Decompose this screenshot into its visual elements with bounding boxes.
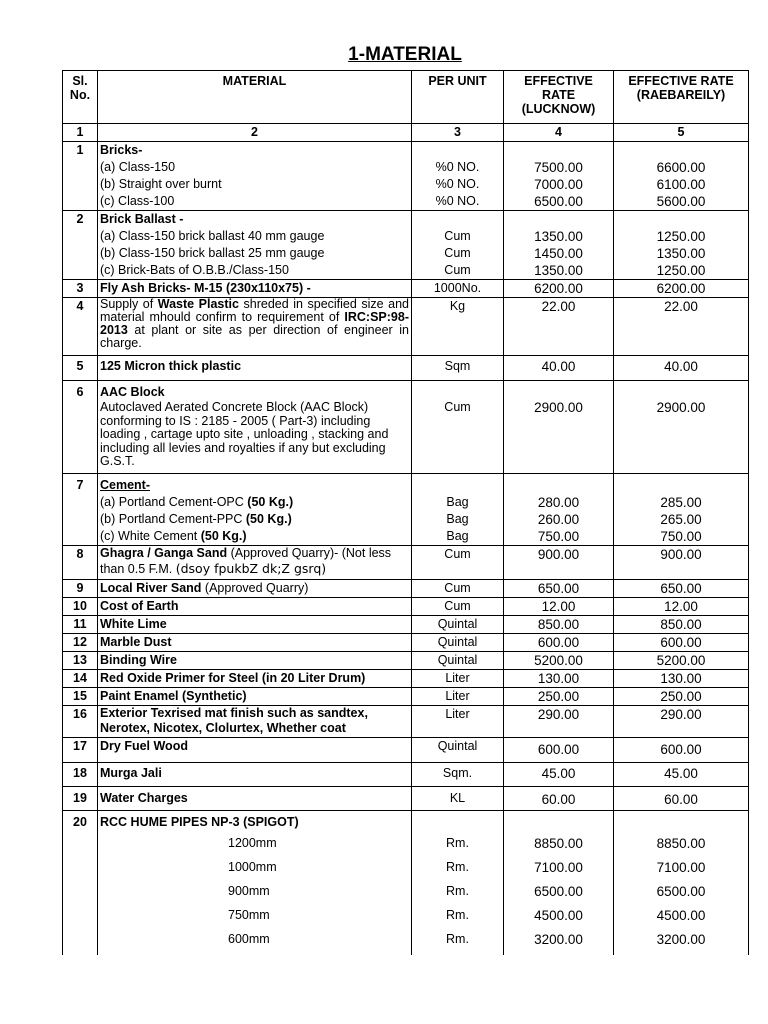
item-description: Autoclaved Aerated Concrete Block (AAC Block) conforming to IS : 2185 - 2005 ( Part-3) including loading , cartage upto site , unloading , stacking and including all levies and royalties if any but excluding G.S.T. xyxy=(100,400,389,468)
header-material: MATERIAL xyxy=(98,71,412,124)
sl-cell: 8 xyxy=(63,546,98,580)
rate-raebareily: 1250.00 xyxy=(614,228,749,245)
unit-cell: Quintal xyxy=(412,634,504,652)
page-title: 1-MATERIAL xyxy=(348,44,462,65)
rate-lucknow: 250.00 xyxy=(504,688,614,706)
rate-raebareily: 12.00 xyxy=(614,598,749,616)
item-name: Exterior Texrised mat finish such as sandtex, Nerotex, Nicotex, Clolurtex, Whether coat xyxy=(98,706,412,738)
unit-cell: Quintal xyxy=(412,652,504,670)
sl-cell: 7 xyxy=(63,474,98,495)
table-subrow xyxy=(63,528,749,546)
item-text: (Approved Quarry) xyxy=(201,581,309,595)
table-row xyxy=(63,616,749,634)
rate-lucknow: 8850.00 xyxy=(504,835,614,859)
item-name xyxy=(98,511,412,528)
rate-raebareily: 8850.00 xyxy=(614,835,749,859)
rate-lucknow: 7000.00 xyxy=(504,176,614,193)
table-row xyxy=(63,634,749,652)
table-subrow xyxy=(63,931,749,955)
colnum: 3 xyxy=(412,124,504,142)
rate-lucknow: 6500.00 xyxy=(504,193,614,211)
table-row xyxy=(63,763,749,787)
table-subrow xyxy=(63,159,749,176)
table-row xyxy=(63,474,749,495)
rate-raebareily: 6500.00 xyxy=(614,883,749,907)
sl-cell: 5 xyxy=(63,356,98,381)
unit-cell: Bag xyxy=(412,494,504,511)
table-row xyxy=(63,670,749,688)
unit-cell: Rm. xyxy=(412,931,504,955)
item-heading: AAC Block xyxy=(100,385,165,399)
rate-raebareily: 45.00 xyxy=(614,763,749,787)
rate-raebareily: 4500.00 xyxy=(614,907,749,931)
item-name: (c) Brick-Bats of O.B.B./Class-150 xyxy=(98,262,412,280)
rate-lucknow: 750.00 xyxy=(504,528,614,546)
table-row xyxy=(63,381,749,474)
colnum: 4 xyxy=(504,124,614,142)
item-bold: Local River Sand xyxy=(100,581,202,595)
item-weight: (50 Kg.) xyxy=(245,512,292,526)
rate-lucknow: 600.00 xyxy=(504,738,614,763)
item-heading: Cement- xyxy=(98,474,412,495)
unit-cell: %0 NO. xyxy=(412,176,504,193)
rate-raebareily: 6200.00 xyxy=(614,280,749,298)
unit-cell: Cum xyxy=(412,381,504,474)
rate-lucknow: 600.00 xyxy=(504,634,614,652)
pipe-size: 600mm xyxy=(98,931,412,955)
sl-cell: 11 xyxy=(63,616,98,634)
rate-lucknow: 3200.00 xyxy=(504,931,614,955)
sl-cell: 3 xyxy=(63,280,98,298)
rate-lucknow: 290.00 xyxy=(504,706,614,738)
desc-text: at plant or site as per direction of engineer in charge. xyxy=(100,323,409,350)
unit-cell: Rm. xyxy=(412,883,504,907)
unit-cell: 1000No. xyxy=(412,280,504,298)
header-sl: Sl. No. xyxy=(63,71,98,124)
item-text: (c) White Cement xyxy=(100,529,201,543)
sl-cell: 19 xyxy=(63,787,98,811)
table-row xyxy=(63,688,749,706)
sl-cell: 9 xyxy=(63,580,98,598)
item-heading: Brick Ballast - xyxy=(98,211,412,229)
item-name: (c) Class-100 xyxy=(98,193,412,211)
table-subrow xyxy=(63,262,749,280)
table-row xyxy=(63,738,749,763)
table-row xyxy=(63,546,749,580)
sl-cell: 13 xyxy=(63,652,98,670)
desc-bold: IRC:SP:98-2013 xyxy=(100,310,409,337)
rate-raebareily: 285.00 xyxy=(614,494,749,511)
rate-lucknow: 7500.00 xyxy=(504,159,614,176)
unit-cell: %0 NO. xyxy=(412,159,504,176)
rate-lucknow: 6500.00 xyxy=(504,883,614,907)
table-subrow xyxy=(63,511,749,528)
item-name: 125 Micron thick plastic xyxy=(98,356,412,381)
item-weight: (50 Kg.) xyxy=(247,495,294,509)
unit-cell: Sqm xyxy=(412,356,504,381)
rate-raebareily: 5600.00 xyxy=(614,193,749,211)
rate-lucknow: 1350.00 xyxy=(504,262,614,280)
unit-cell: Cum xyxy=(412,262,504,280)
item-name: Murga Jali xyxy=(98,763,412,787)
unit-cell: Liter xyxy=(412,670,504,688)
item-name: Dry Fuel Wood xyxy=(98,738,412,763)
table-row xyxy=(63,298,749,356)
rate-raebareily: 1250.00 xyxy=(614,262,749,280)
rate-raebareily: 290.00 xyxy=(614,706,749,738)
sl-cell: 6 xyxy=(63,381,98,474)
unit-cell: Cum xyxy=(412,228,504,245)
rate-raebareily: 60.00 xyxy=(614,787,749,811)
sl-cell: 2 xyxy=(63,211,98,229)
desc-text: shreded in specified size and material mhould confirm to requirement of xyxy=(100,297,409,324)
item-name: Paint Enamel (Synthetic) xyxy=(98,688,412,706)
item-description xyxy=(98,298,412,356)
rate-raebareily: 600.00 xyxy=(614,738,749,763)
sl-cell: 20 xyxy=(63,811,98,835)
rate-raebareily: 1350.00 xyxy=(614,245,749,262)
sl-cell: 10 xyxy=(63,598,98,616)
rate-raebareily: 265.00 xyxy=(614,511,749,528)
table-header-row xyxy=(63,71,749,124)
rate-raebareily: 650.00 xyxy=(614,580,749,598)
rate-lucknow: 900.00 xyxy=(504,546,614,580)
table-row xyxy=(63,211,749,229)
item-name: (a) Class-150 xyxy=(98,159,412,176)
item-text: (a) Portland Cement-OPC xyxy=(100,495,248,509)
item-weight: (50 Kg.) xyxy=(200,529,247,543)
rate-raebareily: 600.00 xyxy=(614,634,749,652)
table-row xyxy=(63,787,749,811)
pipe-size: 900mm xyxy=(98,883,412,907)
table-subrow xyxy=(63,228,749,245)
sl-cell: 14 xyxy=(63,670,98,688)
rate-raebareily: 130.00 xyxy=(614,670,749,688)
table-row xyxy=(63,580,749,598)
unit-cell: Sqm. xyxy=(412,763,504,787)
item-heading: RCC HUME PIPES NP-3 (SPIGOT) xyxy=(98,811,412,835)
sl-cell: 18 xyxy=(63,763,98,787)
table-row xyxy=(63,706,749,738)
rate-raebareily: 900.00 xyxy=(614,546,749,580)
rate-raebareily: 750.00 xyxy=(614,528,749,546)
item-name: Water Charges xyxy=(98,787,412,811)
table-row xyxy=(63,598,749,616)
item-name xyxy=(98,528,412,546)
unit-cell: Kg xyxy=(412,298,504,356)
colnum: 1 xyxy=(63,124,98,142)
table-subrow xyxy=(63,859,749,883)
table-row xyxy=(63,811,749,835)
item-name: (b) Class-150 brick ballast 25 mm gauge xyxy=(98,245,412,262)
unit-cell: Rm. xyxy=(412,835,504,859)
rate-lucknow: 1350.00 xyxy=(504,228,614,245)
table-subrow xyxy=(63,494,749,511)
column-number-row xyxy=(63,124,749,142)
rate-raebareily: 250.00 xyxy=(614,688,749,706)
item-name: White Lime xyxy=(98,616,412,634)
table-row xyxy=(63,142,749,160)
item-name: Binding Wire xyxy=(98,652,412,670)
rate-lucknow: 850.00 xyxy=(504,616,614,634)
item-name: Marble Dust xyxy=(98,634,412,652)
rate-raebareily: 2900.00 xyxy=(614,381,749,474)
rate-raebareily: 6600.00 xyxy=(614,159,749,176)
colnum: 5 xyxy=(614,124,749,142)
item-heading: Bricks- xyxy=(98,142,412,160)
unit-cell: Liter xyxy=(412,688,504,706)
rate-lucknow: 7100.00 xyxy=(504,859,614,883)
header-rate-raebareily: EFFECTIVE RATE (RAEBAREILY) xyxy=(614,71,749,124)
header-rate-lucknow: EFFECTIVE RATE (LUCKNOW) xyxy=(504,71,614,124)
rate-lucknow: 6200.00 xyxy=(504,280,614,298)
unit-cell: Quintal xyxy=(412,616,504,634)
item-bold: Ghagra / Ganga Sand xyxy=(100,546,228,560)
rate-raebareily: 850.00 xyxy=(614,616,749,634)
rate-raebareily: 3200.00 xyxy=(614,931,749,955)
item-cell xyxy=(98,381,412,474)
rate-lucknow: 2900.00 xyxy=(504,381,614,474)
item-name: (b) Straight over burnt xyxy=(98,176,412,193)
sl-cell: 12 xyxy=(63,634,98,652)
item-name xyxy=(98,546,412,580)
colnum: 2 xyxy=(98,124,412,142)
item-hindi-text: (dsoy fpukbZ dk;Z gsrq) xyxy=(175,561,327,576)
table-subrow xyxy=(63,835,749,859)
rate-lucknow: 130.00 xyxy=(504,670,614,688)
pipe-size: 1000mm xyxy=(98,859,412,883)
sl-cell: 1 xyxy=(63,142,98,160)
unit-cell: KL xyxy=(412,787,504,811)
sl-cell: 17 xyxy=(63,738,98,763)
item-text: (b) Portland Cement-PPC xyxy=(100,512,246,526)
rate-raebareily: 22.00 xyxy=(614,298,749,356)
rate-lucknow: 650.00 xyxy=(504,580,614,598)
item-name: Cost of Earth xyxy=(98,598,412,616)
rate-lucknow: 260.00 xyxy=(504,511,614,528)
desc-text: Supply of xyxy=(100,297,158,311)
unit-cell: Cum xyxy=(412,245,504,262)
table-row xyxy=(63,280,749,298)
rate-lucknow: 280.00 xyxy=(504,494,614,511)
rate-lucknow: 1450.00 xyxy=(504,245,614,262)
rate-lucknow: 22.00 xyxy=(504,298,614,356)
desc-bold: Waste Plastic xyxy=(157,297,239,311)
rate-raebareily: 7100.00 xyxy=(614,859,749,883)
unit-cell: Cum xyxy=(412,598,504,616)
item-name xyxy=(98,580,412,598)
sl-cell: 15 xyxy=(63,688,98,706)
table-subrow xyxy=(63,883,749,907)
rate-lucknow: 4500.00 xyxy=(504,907,614,931)
item-name: Fly Ash Bricks- M-15 (230x110x75) - xyxy=(98,280,412,298)
rate-raebareily: 5200.00 xyxy=(614,652,749,670)
unit-cell: Cum xyxy=(412,580,504,598)
rate-lucknow: 45.00 xyxy=(504,763,614,787)
material-rate-table xyxy=(62,70,749,955)
header-per-unit: PER UNIT xyxy=(412,71,504,124)
item-name: Red Oxide Primer for Steel (in 20 Liter Drum) xyxy=(98,670,412,688)
item-text: (Approved Quarry)- (Not less than 0.5 F.M. xyxy=(100,546,392,576)
pipe-size: 1200mm xyxy=(98,835,412,859)
item-name xyxy=(98,494,412,511)
rate-raebareily: 6100.00 xyxy=(614,176,749,193)
rate-raebareily: 40.00 xyxy=(614,356,749,381)
sl-cell: 4 xyxy=(63,298,98,356)
item-name: (a) Class-150 brick ballast 40 mm gauge xyxy=(98,228,412,245)
sl-cell: 16 xyxy=(63,706,98,738)
unit-cell: Cum xyxy=(412,546,504,580)
unit-cell: %0 NO. xyxy=(412,193,504,211)
table-subrow xyxy=(63,907,749,931)
pipe-size: 750mm xyxy=(98,907,412,931)
rate-lucknow: 60.00 xyxy=(504,787,614,811)
unit-cell: Bag xyxy=(412,528,504,546)
unit-cell: Quintal xyxy=(412,738,504,763)
unit-cell: Liter xyxy=(412,706,504,738)
rate-lucknow: 40.00 xyxy=(504,356,614,381)
unit-cell: Bag xyxy=(412,511,504,528)
table-subrow xyxy=(63,193,749,211)
table-subrow xyxy=(63,245,749,262)
table-subrow xyxy=(63,176,749,193)
rate-lucknow: 5200.00 xyxy=(504,652,614,670)
rate-lucknow: 12.00 xyxy=(504,598,614,616)
table-row xyxy=(63,356,749,381)
table-row xyxy=(63,652,749,670)
unit-cell: Rm. xyxy=(412,907,504,931)
unit-cell: Rm. xyxy=(412,859,504,883)
